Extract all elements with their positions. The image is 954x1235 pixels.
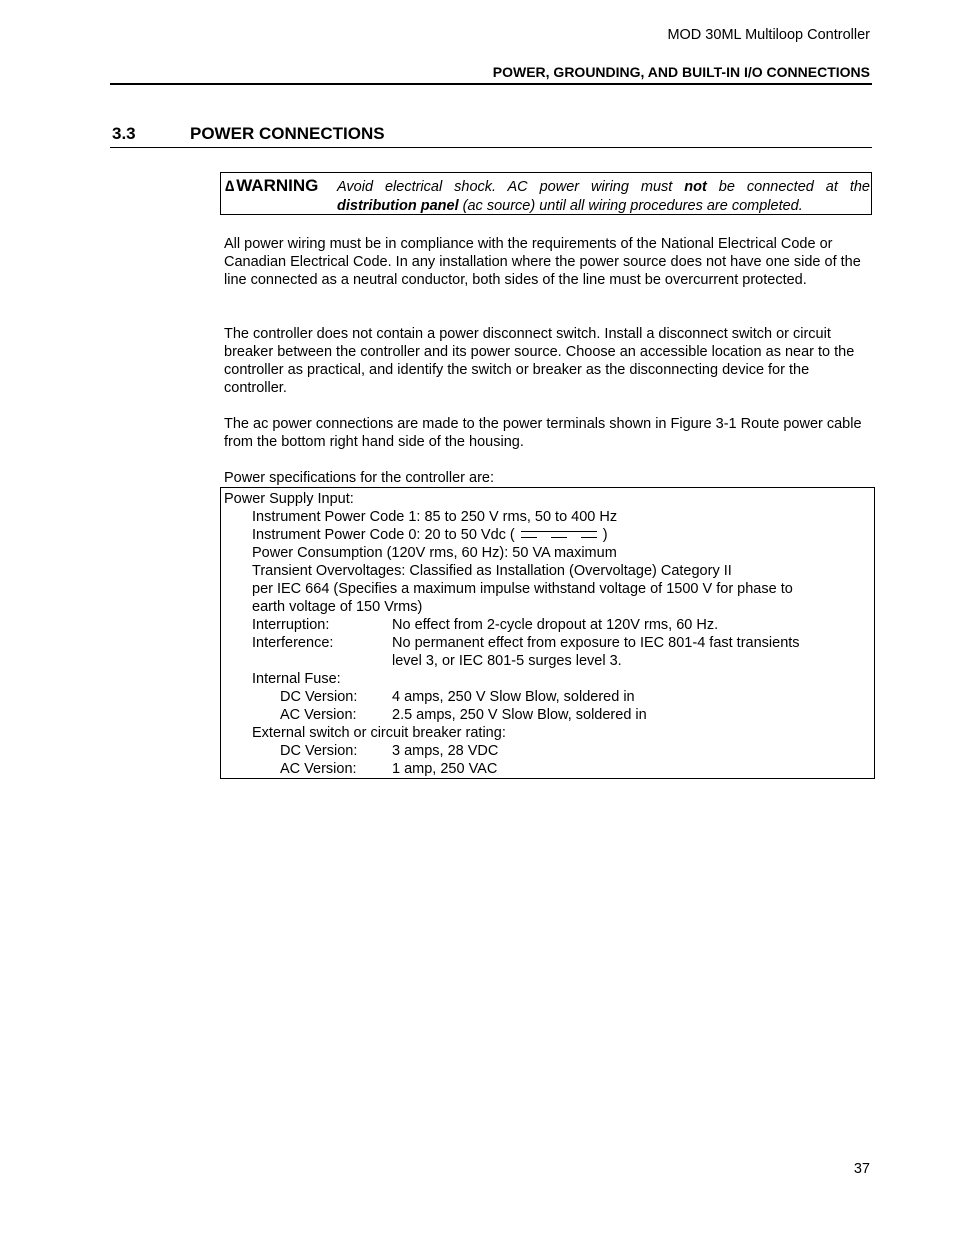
paragraph-power-terminals: The ac power connections are made to the power terminals shown in Figure 3-1 Route power cable from the bottom right hand side of the housing. [224,416,862,450]
spec-fuse-ac-label: AC Version: [280,707,357,723]
power-specs-box [220,487,875,779]
spec-interruption-value: No effect from 2-cycle dropout at 120V rms, 60 Hz. [392,617,719,633]
spec-ext-dc-value: 3 amps, 28 VDC [392,743,499,759]
spec-interference-label: Interference: [252,635,334,651]
paragraph-specs-intro: Power specifications for the controller are: [224,470,494,486]
paragraph-electrical-code: All power wiring must be in compliance with the requirements of the National Electrical Code or Canadian Electrical Code. In any installation where the power source does not have one side of the line connected as a neutral conductor, both sides of the line must be overcurrent protected. [224,236,861,288]
spec-internal-fuse: Internal Fuse: [252,671,341,687]
warning-text-part: (ac source) until all wiring procedures are completed. [458,198,803,214]
spec-interference-value-1: No permanent effect from exposure to IEC 801-4 fast transients [392,635,800,651]
warning-label [225,176,318,196]
warning-emphasis-panel: distribution panel [337,198,459,214]
warning-text-part: Avoid electrical shock. AC power wiring must [337,179,685,195]
paragraph-disconnect-switch: The controller does not contain a power disconnect switch. Install a disconnect switch or circuit breaker between the controller and its power source. Choose an accessible location as near to the controller as practical, and identify the switch or breaker as the disconnecting device for the controller. [224,326,855,396]
spec-transient-line-1: Transient Overvoltages: Classified as Installation (Overvoltage) Category II [252,563,732,579]
spec-ext-ac-label: AC Version: [280,761,357,777]
spec-interference-value-2: level 3, or IEC 801-5 surges level 3. [392,653,622,669]
spec-power-supply-input: Power Supply Input: [224,491,354,507]
header-rule [110,83,872,85]
dc-symbol-icon [519,529,599,541]
spec-transient-line-3: earth voltage of 150 Vrms) [252,599,423,615]
spec-power-consumption: Power Consumption (120V rms, 60 Hz): 50 VA maximum [252,545,617,561]
warning-label-text: WARNING [236,176,319,195]
spec-fuse-dc-label: DC Version: [280,689,358,705]
spec-transient-line-2: per IEC 664 (Specifies a maximum impulse withstand voltage of 1500 V for phase to [252,581,793,597]
page-number: 37 [853,1161,870,1177]
warning-triangle-icon: ∆ [225,178,235,195]
section-number: 3.3 [112,124,136,143]
warning-line-1 [337,178,870,197]
warning-text-part: be connected at the [706,179,870,195]
section-rule [110,147,872,148]
spec-power-code-0-close: ) [602,527,608,543]
spec-fuse-dc-value: 4 amps, 250 V Slow Blow, soldered in [392,689,635,705]
document-title: MOD 30ML Multiloop Controller [667,27,870,43]
warning-text [337,178,870,216]
spec-external-rating: External switch or circuit breaker rating: [252,725,506,741]
warning-line-2 [337,197,870,216]
spec-power-code-1: Instrument Power Code 1: 85 to 250 V rms, 50 to 400 Hz [252,509,618,525]
spec-power-code-0-text: Instrument Power Code 0: 20 to 50 Vdc ( [252,527,515,543]
warning-box [220,172,872,215]
section-title: POWER CONNECTIONS [190,124,385,143]
chapter-title: POWER, GROUNDING, AND BUILT-IN I/O CONNECTIONS [492,64,870,80]
spec-ext-ac-value: 1 amp, 250 VAC [392,761,498,777]
spec-ext-dc-label: DC Version: [280,743,358,759]
spec-fuse-ac-value: 2.5 amps, 250 V Slow Blow, soldered in [392,707,647,723]
spec-power-code-0 [252,526,608,544]
warning-emphasis-not: not [684,179,707,195]
spec-interruption-label: Interruption: [252,617,330,633]
